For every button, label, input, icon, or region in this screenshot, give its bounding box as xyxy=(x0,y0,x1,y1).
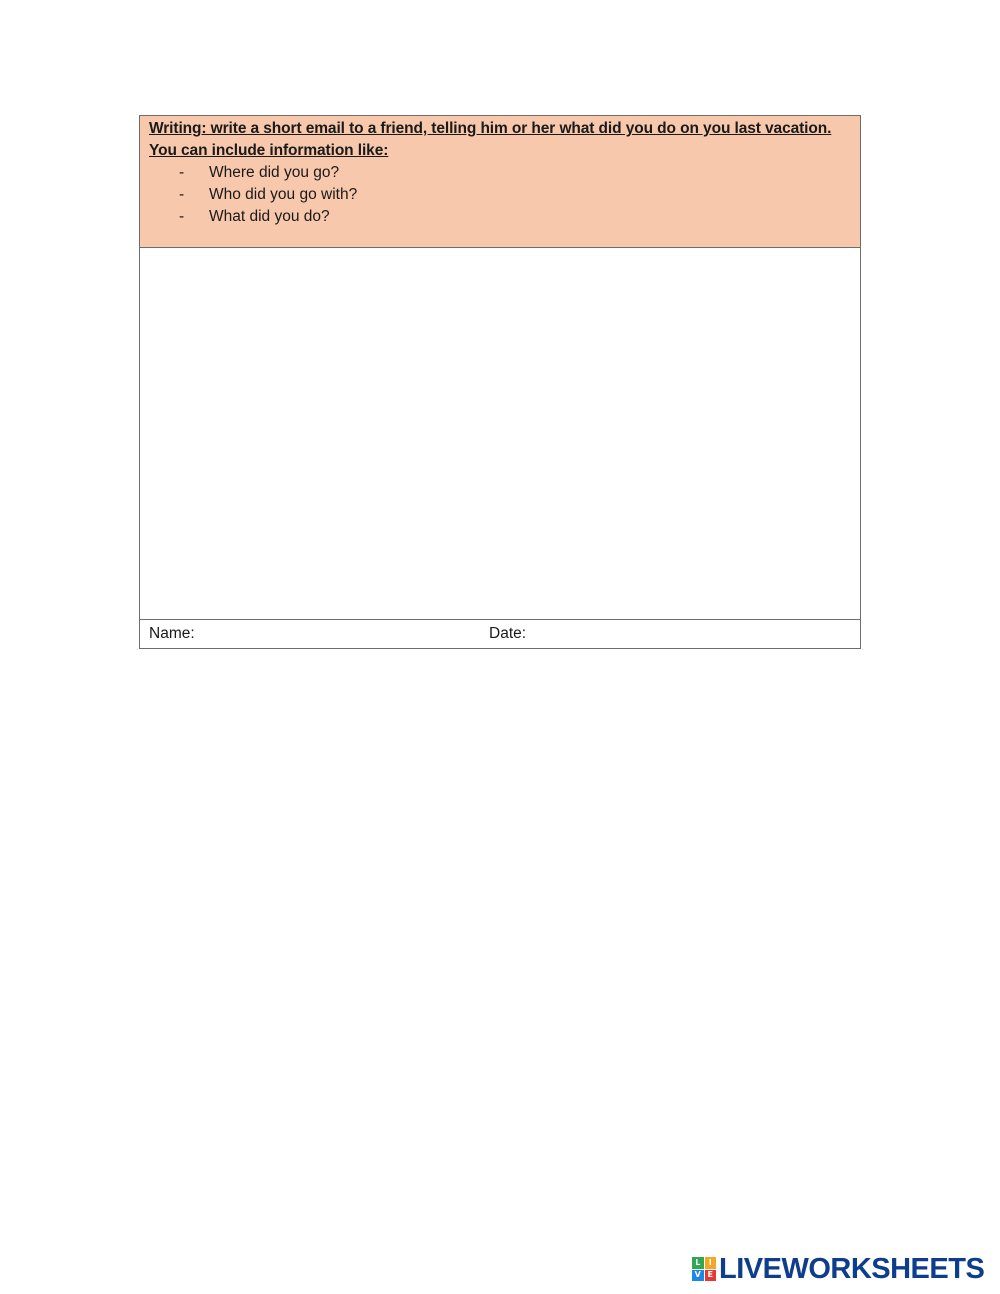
prompt-list-item xyxy=(149,184,852,206)
logo-letter-v: V xyxy=(692,1270,704,1282)
answer-textarea[interactable] xyxy=(140,248,860,619)
logo-letter-l: L xyxy=(692,1257,704,1269)
prompt-item-text: What did you do? xyxy=(209,208,330,225)
writing-prompt xyxy=(140,116,860,248)
list-dash: - xyxy=(179,186,185,203)
list-dash: - xyxy=(179,164,185,181)
liveworksheets-brand xyxy=(692,1252,985,1285)
prompt-list-item xyxy=(149,162,852,184)
prompt-item-text: Where did you go? xyxy=(209,164,340,181)
logo-letter-i: I xyxy=(705,1257,717,1269)
worksheet-table xyxy=(139,115,861,649)
footer-row xyxy=(140,620,860,648)
logo-letter-e: E xyxy=(705,1270,717,1282)
liveworksheets-logo-icon xyxy=(692,1257,716,1281)
prompt-heading: Writing: write a short email to a friend, telling him or her what did you do on you last vacation. You can include information like: xyxy=(149,120,832,159)
date-label: Date: xyxy=(489,625,527,642)
prompt-item-text: Who did you go with? xyxy=(209,186,358,203)
prompt-list-item xyxy=(149,206,852,228)
list-dash: - xyxy=(179,208,185,225)
name-label: Name: xyxy=(149,625,195,642)
answer-area[interactable] xyxy=(140,248,860,620)
brand-wordmark: LIVEWORKSHEETS xyxy=(719,1252,985,1285)
prompt-list xyxy=(149,162,852,228)
